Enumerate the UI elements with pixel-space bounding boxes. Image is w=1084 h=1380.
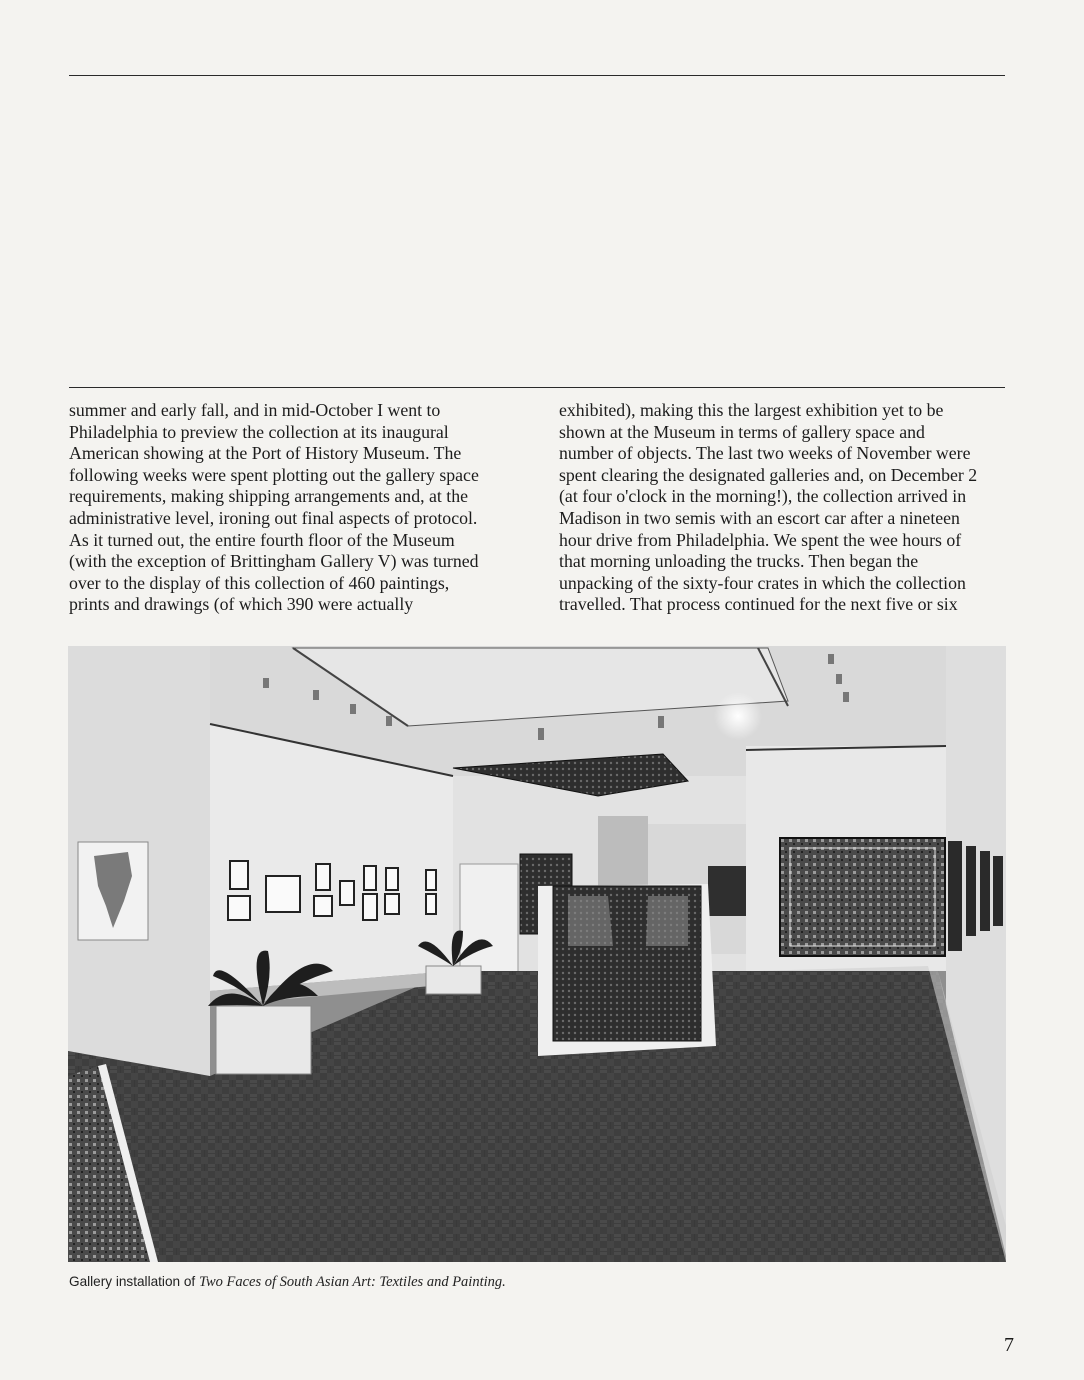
text-line: Philadelphia to preview the collection at its inaugural	[69, 421, 449, 442]
text-line: unpacking of the sixty-four crates in which the collection	[559, 572, 966, 593]
text-line: prints and drawings (of which 390 were actually	[69, 594, 414, 615]
caption-prefix: Gallery installation of	[69, 1274, 199, 1289]
text-line: following weeks were spent plotting out the gallery space	[69, 464, 479, 485]
page-number: 7	[1004, 1334, 1014, 1356]
text-line: exhibited), making this the largest exhibition yet to be	[559, 400, 944, 420]
text-column-right	[559, 400, 1007, 616]
text-line: requirements, making shipping arrangements and, at the	[69, 486, 468, 507]
text-line: (with the exception of Brittingham Gallery V) was turned	[69, 551, 479, 572]
text-line: number of objects. The last two weeks of November were	[559, 443, 971, 464]
text-line: shown at the Museum in terms of gallery space and	[559, 421, 925, 442]
text-line: Madison in two semis with an escort car after a nineteen	[559, 507, 960, 528]
text-line: As it turned out, the entire fourth floor of the Museum	[69, 529, 455, 550]
text-line: summer and early fall, and in mid-October I went to	[69, 400, 441, 420]
text-line: American showing at the Port of History Museum. The	[69, 443, 462, 464]
text-line: administrative level, ironing out final aspects of protocol.	[69, 507, 478, 528]
text-line: (at four o'clock in the morning!), the collection arrived in	[559, 486, 967, 507]
text-column-left	[69, 400, 514, 616]
text-line: spent clearing the designated galleries and, on December 2	[559, 464, 978, 485]
photo-caption	[69, 1274, 506, 1291]
text-rule	[69, 387, 1005, 388]
top-rule	[69, 75, 1005, 76]
text-line: travelled. That process continued for the next five or six	[559, 594, 958, 615]
caption-title: Two Faces of South Asian Art: Textiles and Painting.	[198, 1274, 506, 1290]
gallery-photo	[68, 646, 1006, 1262]
text-line: hour drive from Philadelphia. We spent the wee hours of	[559, 529, 962, 550]
text-line: over to the display of this collection of 460 paintings,	[69, 572, 450, 593]
text-line: that morning unloading the trucks. Then began the	[559, 551, 919, 572]
